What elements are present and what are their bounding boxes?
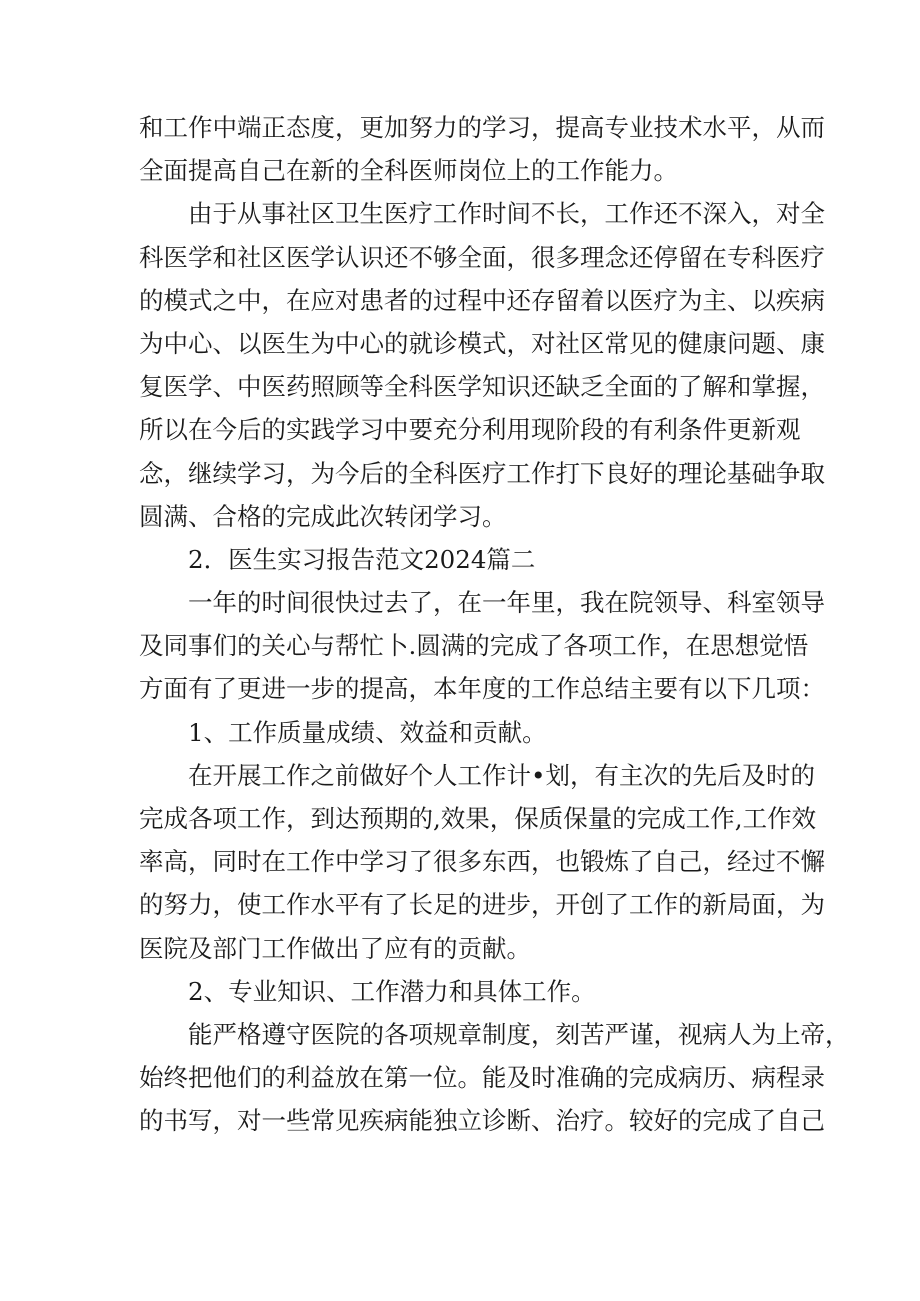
text-line: 医院及部门工作做出了应有的贡献。 <box>139 933 531 963</box>
subsection-heading: 2、专业知识、工作潜力和具体工作。 <box>188 976 596 1006</box>
text-line: 率高，同时在工作中学习了很多东西，也锻炼了自己，经过不懈 <box>139 847 825 877</box>
text-line: 科医学和社区医学认识还不够全面，很多理念还停留在专科医疗 <box>139 242 825 272</box>
paragraph-start-line: 能严格遵守医院的各项规章制度，刻苦严谨，视病人为上帝， <box>188 1019 850 1049</box>
text-line: 和工作中端正态度，更加努力的学习，提高专业技术水平，从而 <box>139 113 825 142</box>
text-line: 始终把他们的利益放在第一位。能及时准确的完成病历、病程录 <box>139 1063 825 1093</box>
paragraph-start-line: 由于从事社区卫生医疗工作时间不长，工作还不深入，对全 <box>188 199 825 229</box>
section-heading: 2．医生实习报告范文2024篇二 <box>188 544 536 574</box>
text-line: 的模式之中，在应对患者的过程中还存留着以医疗为主、以疾病 <box>139 285 825 315</box>
text-line: 全面提高自己在新的全科医师岗位上的工作能力。 <box>139 156 678 186</box>
text-line: 方面有了更进一步的提高，本年度的工作总结主要有以下几项： <box>139 674 825 704</box>
text-line: 复医学、中医药照顾等全科医学知识还缺乏全面的了解和掌握， <box>139 372 825 402</box>
subsection-heading: 1、工作质量成绩、效益和贡献。 <box>188 717 547 747</box>
text-line: 的书写，对一些常见疾病能独立诊断、治疗。较好的完成了自己 <box>139 1106 825 1136</box>
document-body <box>139 106 850 1143</box>
text-line: 圆满、合格的完成此次转闭学习。 <box>139 501 507 531</box>
text-line: 念，继续学习，为今后的全科医疗工作打下良好的理论基础争取 <box>139 458 825 488</box>
text-line: 的努力，使工作水平有了长足的进步，开创了工作的新局面，为 <box>139 890 825 920</box>
text-line: 为中心、以医生为中心的就诊模式，对社区常见的健康问题、康 <box>139 328 825 358</box>
paragraph-start-line: 在开展工作之前做好个人工作计•划，有主次的先后及时的 <box>188 760 815 790</box>
text-line: 完成各项工作，到达预期的,效果，保质保量的完成工作,工作效 <box>139 804 817 833</box>
text-line: 所以在今后的实践学习中要充分利用现阶段的有利条件更新观 <box>139 415 801 445</box>
text-line: 及同事们的关心与帮忙卜.圆满的完成了各项工作，在思想觉悟 <box>139 631 809 661</box>
paragraph-start-line: 一年的时间很快过去了，在一年里，我在院领导、科室领导 <box>188 588 825 618</box>
